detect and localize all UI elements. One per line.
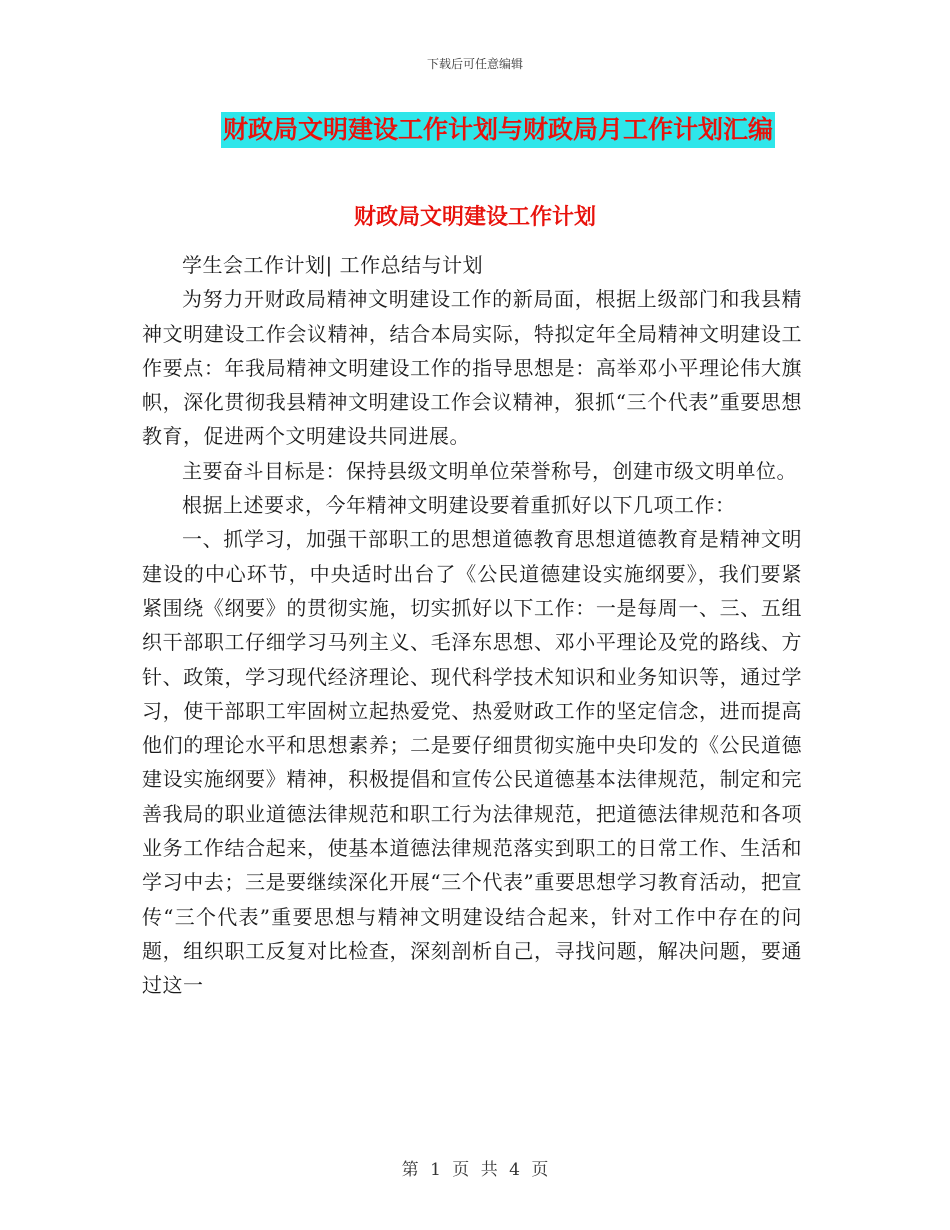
paragraph-intro: 为努力开财政局精神文明建设工作的新局面，根据上级部门和我县精神文明建设工作会议精神，结合本局实际，特拟定年全局精神文明建设工作要点：年我局精神文明建设工作的指导思想是：高举邓小平理论伟大旗帜，深化贯彻我县精神文明建设工作会议精神，狠抓“三个代表”重要思想教育，促进两个文明建设共同进展。 <box>142 287 802 449</box>
paragraph-category: 学生会工作计划| 工作总结与计划 <box>182 253 484 277</box>
main-title-container <box>0 112 950 148</box>
header-note: 下载后可任意编辑 <box>426 57 523 71</box>
section-title: 财政局文明建设工作计划 <box>353 204 596 230</box>
paragraph-goal: 主要奋斗目标是：保持县级文明单位荣誉称号，创建市级文明单位。 <box>182 458 797 483</box>
page-number: 第 1 页 共 4 页 <box>401 1160 549 1180</box>
paragraph-requirements: 根据上述要求，今年精神文明建设要着重抓好以下几项工作： <box>182 493 736 518</box>
paragraph-item-one: 一、抓学习，加强干部职工的思想道德教育思想道德教育是精神文明建设的中心环节，中央适时出台了《公民道德建设实施纲要》，我们要紧紧围绕《纲要》的贯彻实施，切实抓好以下工作：一是每周一、三、五组织干部职工仔细学习马列主义、毛泽东思想、邓小平理论及党的路线、方针、政策，学习现代经济理论、现代科学技术知识和业务知识等，通过学习，使干部职工牢固树立起热爱党、热爱财政工作的坚定信念，进而提高他们的理论水平和思想素养；二是要仔细贯彻实施中央印发的《公民道德建设实施纲要》精神，积极提倡和宣传公民道德基本法律规范，制定和完善我局的职业道德法律规范和职工行为法律规范，把道德法律规范和各项业务工作结合起来，使基本道德法律规范落实到职工的日常工作、生活和学习中去；三是要继续深化开展“三个代表”重要思想学习教育活动，把宣传“三个代表”重要思想与精神文明建设结合起来，针对工作中存在的问题，组织职工反复对比检查，深刻剖析自己，寻找问题，解决问题，要通过这一 <box>142 527 802 998</box>
document-body <box>142 248 802 1003</box>
main-title: 财政局文明建设工作计划与财政局月工作计划汇编 <box>221 112 775 148</box>
